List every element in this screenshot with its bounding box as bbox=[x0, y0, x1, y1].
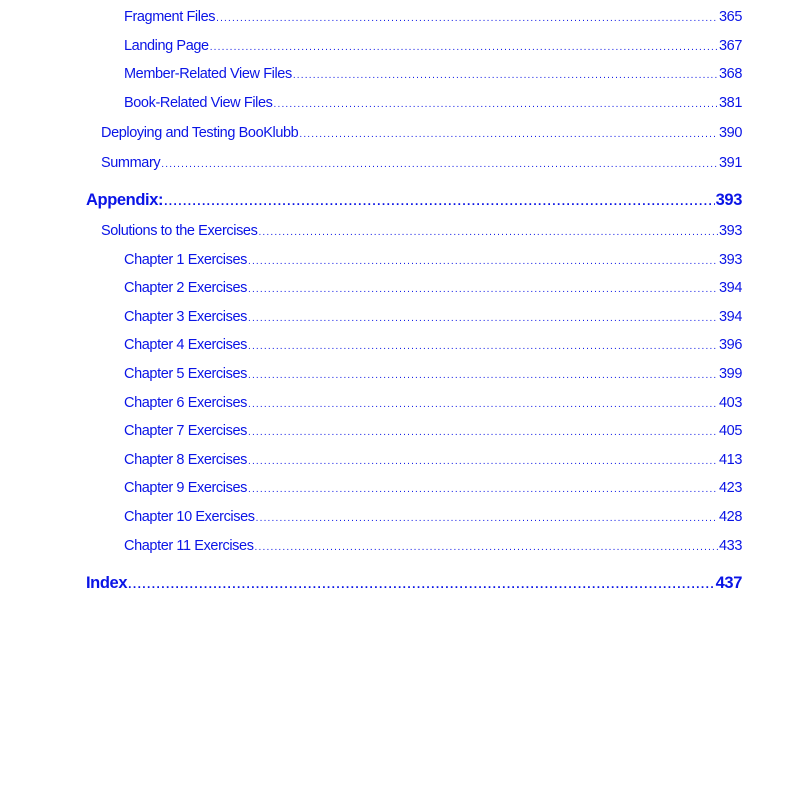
toc-entry[interactable] bbox=[124, 480, 742, 496]
toc-entry-title[interactable]: Chapter 5 Exercises bbox=[124, 366, 247, 382]
toc-entry-page-number[interactable]: 405 bbox=[719, 423, 742, 439]
toc-entry-title[interactable]: Chapter 6 Exercises bbox=[124, 395, 247, 411]
dot-leader bbox=[248, 256, 718, 267]
dot-leader bbox=[256, 513, 718, 524]
toc-entry[interactable] bbox=[124, 38, 742, 54]
toc-entry-title[interactable]: Chapter 3 Exercises bbox=[124, 309, 247, 325]
toc-entry-page-number[interactable]: 433 bbox=[719, 538, 742, 554]
toc-entry[interactable] bbox=[124, 452, 742, 468]
dot-leader bbox=[161, 159, 718, 170]
toc-entry-title[interactable]: Chapter 7 Exercises bbox=[124, 423, 247, 439]
dot-leader bbox=[248, 341, 718, 352]
dot-leader bbox=[210, 42, 718, 53]
toc-entry-page-number[interactable]: 413 bbox=[719, 452, 742, 468]
toc-entry[interactable] bbox=[101, 155, 742, 171]
toc-entry[interactable] bbox=[124, 280, 742, 296]
toc-entry-page-number[interactable]: 390 bbox=[719, 125, 742, 141]
toc-entry-page-number[interactable]: 393 bbox=[715, 191, 742, 209]
toc-entry[interactable] bbox=[124, 309, 742, 325]
toc-entry-title[interactable]: Member-Related View Files bbox=[124, 66, 292, 82]
toc-entry-title[interactable]: Chapter 11 Exercises bbox=[124, 538, 254, 554]
toc-entry-title[interactable]: Fragment Files bbox=[124, 9, 216, 25]
toc-entry[interactable] bbox=[124, 423, 742, 439]
toc-entry-title[interactable]: Index bbox=[86, 574, 128, 592]
toc-entry-title[interactable]: Chapter 10 Exercises bbox=[124, 509, 255, 525]
toc-entry-page-number[interactable]: 423 bbox=[719, 480, 742, 496]
toc-entry-title[interactable]: Solutions to the Exercises bbox=[101, 223, 258, 239]
toc-entry[interactable] bbox=[86, 574, 742, 593]
toc-entry-title[interactable]: Landing Page bbox=[124, 38, 209, 54]
toc-entry-title[interactable]: Appendix: bbox=[86, 191, 164, 209]
toc-entry-page-number[interactable]: 365 bbox=[719, 9, 742, 25]
dot-leader bbox=[248, 284, 718, 295]
dot-leader bbox=[293, 70, 718, 81]
toc-entry[interactable] bbox=[124, 9, 742, 25]
dot-leader bbox=[274, 99, 719, 110]
toc-entry[interactable] bbox=[124, 95, 742, 111]
dot-leader bbox=[248, 456, 718, 467]
toc-entry-page-number[interactable]: 381 bbox=[719, 95, 742, 111]
toc-entry-title[interactable]: Book-Related View Files bbox=[124, 95, 273, 111]
dot-leader bbox=[248, 399, 718, 410]
toc-entry-title[interactable]: Deploying and Testing BooKlubb bbox=[101, 125, 299, 141]
toc-entry-title[interactable]: Summary bbox=[101, 155, 161, 171]
toc-entry-page-number[interactable]: 394 bbox=[719, 280, 742, 296]
toc-entry[interactable] bbox=[124, 337, 742, 353]
toc-entry-title[interactable]: Chapter 2 Exercises bbox=[124, 280, 247, 296]
toc-entry-page-number[interactable]: 396 bbox=[719, 337, 742, 353]
toc-entry-page-number[interactable]: 403 bbox=[719, 395, 742, 411]
toc-entry[interactable] bbox=[124, 366, 742, 382]
dot-leader bbox=[248, 313, 718, 324]
dot-leader bbox=[128, 577, 715, 591]
dot-leader bbox=[216, 13, 718, 24]
toc-entry-page-number[interactable]: 368 bbox=[719, 66, 742, 82]
toc-entry-page-number[interactable]: 394 bbox=[719, 309, 742, 325]
toc-entry[interactable] bbox=[124, 509, 742, 525]
dot-leader bbox=[248, 427, 718, 438]
toc-entry-page-number[interactable]: 367 bbox=[719, 38, 742, 54]
toc-entry[interactable] bbox=[86, 191, 742, 210]
dot-leader bbox=[255, 542, 718, 553]
toc-entry[interactable] bbox=[124, 252, 742, 268]
dot-leader bbox=[258, 227, 718, 238]
toc-entry-page-number[interactable]: 399 bbox=[719, 366, 742, 382]
toc-entry-page-number[interactable]: 437 bbox=[715, 574, 742, 592]
toc-entry[interactable] bbox=[101, 223, 742, 239]
toc-entry[interactable] bbox=[124, 66, 742, 82]
toc-entry-page-number[interactable]: 393 bbox=[719, 252, 742, 268]
toc-entry-title[interactable]: Chapter 9 Exercises bbox=[124, 480, 247, 496]
toc-entry-title[interactable]: Chapter 8 Exercises bbox=[124, 452, 247, 468]
toc-entry-title[interactable]: Chapter 4 Exercises bbox=[124, 337, 247, 353]
toc-entry[interactable] bbox=[124, 395, 742, 411]
toc-entry-page-number[interactable]: 428 bbox=[719, 509, 742, 525]
dot-leader bbox=[248, 370, 718, 381]
dot-leader bbox=[248, 484, 718, 495]
toc-entry-page-number[interactable]: 391 bbox=[719, 155, 742, 171]
toc-entry-page-number[interactable]: 393 bbox=[719, 223, 742, 239]
dot-leader bbox=[164, 194, 715, 208]
toc-entry[interactable] bbox=[124, 538, 742, 554]
toc-entry[interactable] bbox=[101, 125, 742, 141]
toc-entry-title[interactable]: Chapter 1 Exercises bbox=[124, 252, 247, 268]
dot-leader bbox=[299, 129, 718, 140]
